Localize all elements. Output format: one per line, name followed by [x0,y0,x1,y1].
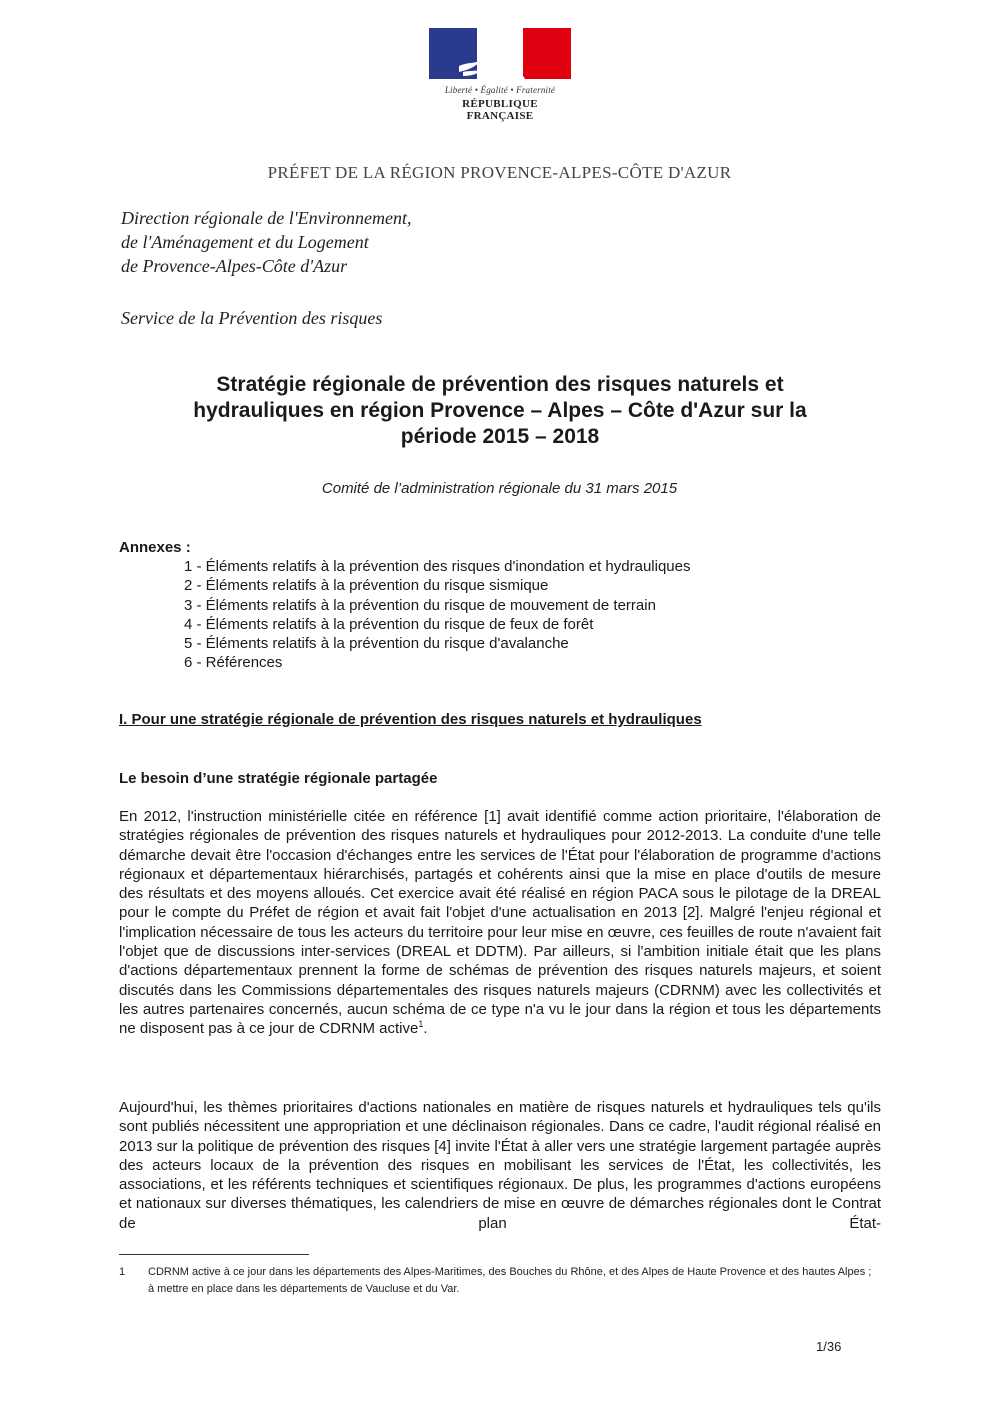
subsection-heading: Le besoin d’une stratégie régionale partagée [119,770,438,787]
marianne-profile-icon [429,28,571,79]
section-heading: I. Pour une stratégie régionale de prévention des risques naturels et hydrauliques [119,711,702,728]
title-line: période 2015 – 2018 [400,425,600,448]
document-subtitle: Comité de l’administration régionale du 31 mars 2015 [321,480,678,497]
prefet-heading: PRÉFET DE LA RÉGION PROVENCE-ALPES-CÔTE D'AZUR [267,163,732,182]
annex-item: 6 - Références [184,654,283,672]
annex-item: 1 - Éléments relatifs à la prévention des risques d'inondation et hydrauliques [184,558,691,575]
direction-line: de Provence-Alpes-Côte d'Azur [121,256,348,276]
annex-item: 3 - Éléments relatifs à la prévention du risque de mouvement de terrain [184,596,656,614]
title-line: hydrauliques en région Provence – Alpes – Côte d'Azur sur la [193,399,807,422]
footnote-number: 1 [119,1266,126,1278]
direction-line: de l'Aménagement et du Logement [121,232,369,252]
footnote-text: CDRNM active à ce jour dans les départements des Alpes-Maritimes, des Bouches du Rhône, et des Alpes de Haute Provence et des hautes Alpes ; à mettre en place dans les départements de Vaucluse et du Var. [148,1266,872,1295]
annex-item: 5 - Éléments relatifs à la prévention du risque d'avalanche [184,635,569,653]
tricolor-flag-icon [429,28,571,79]
motto-text: Liberté • Égalité • Fraternité [444,85,556,95]
body-paragraph [119,807,881,1039]
page-number: 1/36 [816,1339,842,1354]
annexes-label: Annexes : [119,539,191,556]
body-paragraph [119,1098,881,1233]
title-line: Stratégie régionale de prévention des risques naturels et [216,373,784,396]
annex-item: 4 - Éléments relatifs à la prévention du risque de feux de forêt [184,615,594,633]
paragraph-text: En 2012, l'instruction ministérielle citée en référence [1] avait identifié comme action prioritaire, l'élaboration de stratégies régionales de prévention des risques naturels et hydrauliques pour 2012-2013. La conduite d'une telle démarche devait être l'occasion d'échanges entre les services de l'État pour l'élaboration de programme d'actions régionaux et départementaux hiérarchisés, partagés et cohérents ainsi que la mise en place d'outils de mesure des résultats et des moyens alloués. Cet exercice avait été réalisé en région PACA sous le pilotage de la DREAL pour le compte du Préfet de région et avait fait l'objet d'une actualisation en 2013 [2]. Malgré l'enjeu régional et l'implication nécessaire de tous les acteurs du territoire pour leur mise en œuvre, ces feuilles de route n'avaient fait l'objet que de discussions inter-services (DREAL et DDTM). Par ailleurs, si l'ambition initiale était que les plans d'actions départementaux prennent la forme de schémas de prévention des risques naturels majeurs, et soient discutés dans les Commissions départementales des risques naturels majeurs (CDRNM) avec les collectivités et les autres partenaires concernés, aucun schéma de ce type n'a vu le jour dans la région et tous les départements ne disposent pas à ce jour de CDRNM active [119,808,881,1038]
footnote [119,1264,879,1298]
service-name: Service de la Prévention des risques [121,308,383,328]
direction-block [121,206,411,278]
footnote-reference: 1 [418,1019,424,1030]
republique-francaise-text: RÉPUBLIQUE FRANÇAISE [462,98,538,122]
annex-item: 2 - Éléments relatifs à la prévention du risque sismique [184,577,549,595]
direction-line: Direction régionale de l'Environnement, [121,208,412,228]
document-title [130,372,870,450]
paragraph-text: Aujourd'hui, les thèmes prioritaires d'actions nationales en matière de risques naturels et hydrauliques tels qu'ils sont publiés nécessitent une appropriation et une déclinaison régionales. Dans ce cadre, l'audit régional réalisé en 2013 sur la politique de prévention des risques [4] invite l'État à aller vers une stratégie largement partagée auprès des acteurs locaux de la prévention des risques en mobilisant les services de l'État, les collectivités, les associations, et les référents techniques et scientifiques régionaux. De plus, les programmes d'actions européens et nationaux sur diverses thématiques, les calendriers de mise en œuvre de démarches régionales dont le Contrat de plan État- [119,1099,881,1232]
paragraph-end: . [423,1020,428,1038]
marianne-logo [428,28,572,122]
annexes-list [184,557,691,673]
footnote-divider [119,1254,309,1255]
